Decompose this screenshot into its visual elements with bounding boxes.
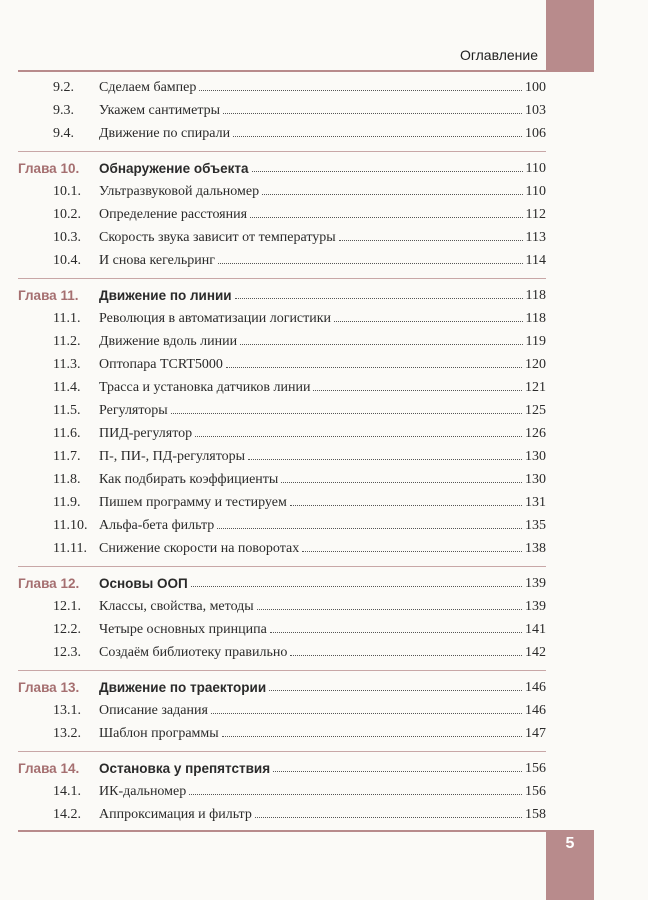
entry-page-number: 135	[525, 517, 546, 533]
entry-page-number: 110	[525, 183, 546, 199]
toc-section-row[interactable]	[18, 249, 546, 272]
dot-leader	[250, 217, 522, 218]
dot-leader	[217, 528, 522, 529]
entry-page-number: 146	[525, 679, 546, 695]
dot-leader	[195, 436, 522, 437]
entry-page-number: 119	[525, 333, 546, 349]
toc-chapter-row[interactable]	[18, 757, 546, 780]
chapter-label: Глава 12.	[18, 576, 80, 591]
entry-title: Определение расстояния	[99, 206, 248, 222]
entry-title: Снижение скорости на поворотах	[99, 540, 300, 556]
dot-leader	[270, 632, 522, 633]
section-number: 10.3.	[53, 229, 81, 245]
toc-section-row[interactable]	[18, 595, 546, 618]
entry-page-number: 106	[525, 125, 546, 141]
entry-page-number: 138	[525, 540, 546, 556]
entry-page-number: 103	[525, 102, 546, 118]
section-number: 11.3.	[53, 356, 81, 372]
section-number: 9.4.	[53, 125, 74, 141]
entry-page-number: 114	[525, 252, 546, 268]
table-of-contents	[18, 76, 546, 826]
entry-page-number: 158	[525, 806, 546, 822]
section-number: 9.3.	[53, 102, 74, 118]
header-tab	[546, 0, 594, 70]
toc-section-row[interactable]	[18, 537, 546, 560]
dot-leader	[235, 298, 523, 299]
toc-section-row[interactable]	[18, 353, 546, 376]
dot-leader	[255, 817, 522, 818]
entry-title: Шаблон программы	[99, 725, 219, 741]
toc-section-row[interactable]	[18, 803, 546, 826]
entry-page-number: 113	[525, 229, 546, 245]
chapter-label: Глава 11.	[18, 288, 79, 303]
dot-leader	[233, 136, 522, 137]
section-number: 12.3.	[53, 644, 81, 660]
entry-page-number: 130	[525, 471, 546, 487]
dot-leader	[222, 736, 522, 737]
section-number: 12.1.	[53, 598, 81, 614]
dot-leader	[302, 551, 522, 552]
entry-page-number: 156	[525, 783, 546, 799]
dot-leader	[218, 263, 523, 264]
entry-title: ПИД-регулятор	[99, 425, 193, 441]
header-rule	[18, 70, 594, 72]
section-number: 14.2.	[53, 806, 81, 822]
toc-chapter-row[interactable]	[18, 284, 546, 307]
section-number: 14.1.	[53, 783, 81, 799]
toc-section-row[interactable]	[18, 307, 546, 330]
chapter-divider	[18, 670, 546, 671]
chapter-divider	[18, 151, 546, 152]
toc-section-row[interactable]	[18, 699, 546, 722]
section-number: 12.2.	[53, 621, 81, 637]
entry-page-number: 147	[525, 725, 546, 741]
entry-page-number: 112	[525, 206, 546, 222]
chapter-divider	[18, 566, 546, 567]
entry-page-number: 139	[525, 598, 546, 614]
chapter-divider	[18, 751, 546, 752]
dot-leader	[281, 482, 522, 483]
dot-leader	[189, 794, 522, 795]
toc-section-row[interactable]	[18, 445, 546, 468]
entry-page-number: 110	[525, 160, 546, 176]
chapter-divider	[18, 278, 546, 279]
section-number: 11.6.	[53, 425, 81, 441]
entry-title: Регуляторы	[99, 402, 168, 418]
entry-title: Пишем программу и тестируем	[99, 494, 287, 510]
section-number: 10.2.	[53, 206, 81, 222]
section-number: 11.8.	[53, 471, 81, 487]
entry-title: Создаём библиотеку правильно	[99, 644, 288, 660]
section-number: 9.2.	[53, 79, 74, 95]
dot-leader	[171, 413, 522, 414]
dot-leader	[199, 90, 522, 91]
entry-title: П-, ПИ-, ПД-регуляторы	[99, 448, 246, 464]
toc-section-row[interactable]	[18, 76, 546, 99]
toc-chapter-row[interactable]	[18, 676, 546, 699]
dot-leader	[313, 390, 522, 391]
toc-chapter-row[interactable]	[18, 572, 546, 595]
dot-leader	[290, 505, 522, 506]
entry-title: Остановка у препятствия	[99, 761, 271, 776]
section-number: 11.1.	[53, 310, 81, 326]
entry-title: Движение по траектории	[99, 680, 267, 695]
entry-page-number: 156	[525, 760, 546, 776]
entry-page-number: 120	[525, 356, 546, 372]
entry-page-number: 121	[525, 379, 546, 395]
section-number: 11.2.	[53, 333, 81, 349]
entry-title: Революция в автоматизации логистики	[99, 310, 332, 326]
entry-title: Описание задания	[99, 702, 208, 718]
dot-leader	[269, 690, 522, 691]
dot-leader	[262, 194, 522, 195]
entry-page-number: 126	[525, 425, 546, 441]
dot-leader	[334, 321, 522, 322]
section-number: 10.1.	[53, 183, 81, 199]
entry-title: Аппроксимация и фильтр	[99, 806, 252, 822]
entry-page-number: 139	[525, 575, 546, 591]
section-number: 10.4.	[53, 252, 81, 268]
section-number: 13.1.	[53, 702, 81, 718]
entry-page-number: 100	[525, 79, 546, 95]
entry-title: Четыре основных принципа	[99, 621, 267, 637]
entry-title: Классы, свойства, методы	[99, 598, 254, 614]
page-number: 5	[546, 831, 594, 900]
entry-page-number: 125	[525, 402, 546, 418]
entry-title: Основы ООП	[99, 576, 188, 591]
entry-title: И снова кегельринг	[99, 252, 215, 268]
toc-section-row[interactable]	[18, 618, 546, 641]
entry-title: Укажем сантиметры	[99, 102, 221, 118]
chapter-label: Глава 14.	[18, 761, 80, 776]
dot-leader	[240, 344, 522, 345]
dot-leader	[273, 771, 522, 772]
section-number: 13.2.	[53, 725, 81, 741]
dot-leader	[290, 655, 522, 656]
section-number: 11.4.	[53, 379, 81, 395]
dot-leader	[339, 240, 523, 241]
dot-leader	[248, 459, 522, 460]
dot-leader	[211, 713, 522, 714]
toc-section-row[interactable]	[18, 514, 546, 537]
entry-title: Движение вдоль линии	[99, 333, 238, 349]
toc-section-row[interactable]	[18, 330, 546, 353]
toc-section-row[interactable]	[18, 722, 546, 745]
section-number: 11.10.	[53, 517, 88, 533]
entry-title: Трасса и установка датчиков линии	[99, 379, 311, 395]
chapter-label: Глава 10.	[18, 161, 80, 176]
dot-leader	[226, 367, 522, 368]
toc-section-row[interactable]	[18, 99, 546, 122]
dot-leader	[223, 113, 522, 114]
toc-section-row[interactable]	[18, 422, 546, 445]
toc-section-row[interactable]	[18, 376, 546, 399]
entry-page-number: 131	[525, 494, 546, 510]
entry-page-number: 118	[525, 287, 546, 303]
section-number: 11.9.	[53, 494, 81, 510]
entry-page-number: 146	[525, 702, 546, 718]
entry-title: Оптопара TCRT5000	[99, 356, 223, 372]
toc-section-row[interactable]	[18, 122, 546, 145]
toc-section-row[interactable]	[18, 491, 546, 514]
entry-page-number: 142	[525, 644, 546, 660]
toc-section-row[interactable]	[18, 641, 546, 664]
dot-leader	[252, 171, 523, 172]
entry-title: Движение по линии	[99, 288, 232, 303]
dot-leader	[191, 586, 522, 587]
section-number: 11.11.	[53, 540, 87, 556]
entry-page-number: 141	[525, 621, 546, 637]
toc-section-row[interactable]	[18, 468, 546, 491]
footer-rule	[18, 830, 594, 832]
toc-section-row[interactable]	[18, 780, 546, 803]
entry-title: Альфа-бета фильтр	[99, 517, 215, 533]
entry-page-number: 118	[525, 310, 546, 326]
section-number: 11.5.	[53, 402, 81, 418]
entry-title: Как подбирать коэффициенты	[99, 471, 279, 487]
entry-title: Сделаем бампер	[99, 79, 197, 95]
toc-section-row[interactable]	[18, 226, 546, 249]
entry-title: Ультразвуковой дальномер	[99, 183, 260, 199]
toc-chapter-row[interactable]	[18, 157, 546, 180]
toc-section-row[interactable]	[18, 203, 546, 226]
entry-page-number: 130	[525, 448, 546, 464]
entry-title: Обнаружение объекта	[99, 161, 249, 176]
entry-title: Скорость звука зависит от температуры	[99, 229, 336, 245]
entry-title: ИК-дальномер	[99, 783, 187, 799]
entry-title: Движение по спирали	[99, 125, 231, 141]
page-header-title: Оглавление	[459, 47, 538, 63]
dot-leader	[257, 609, 522, 610]
section-number: 11.7.	[53, 448, 81, 464]
toc-section-row[interactable]	[18, 399, 546, 422]
toc-section-row[interactable]	[18, 180, 546, 203]
chapter-label: Глава 13.	[18, 680, 80, 695]
